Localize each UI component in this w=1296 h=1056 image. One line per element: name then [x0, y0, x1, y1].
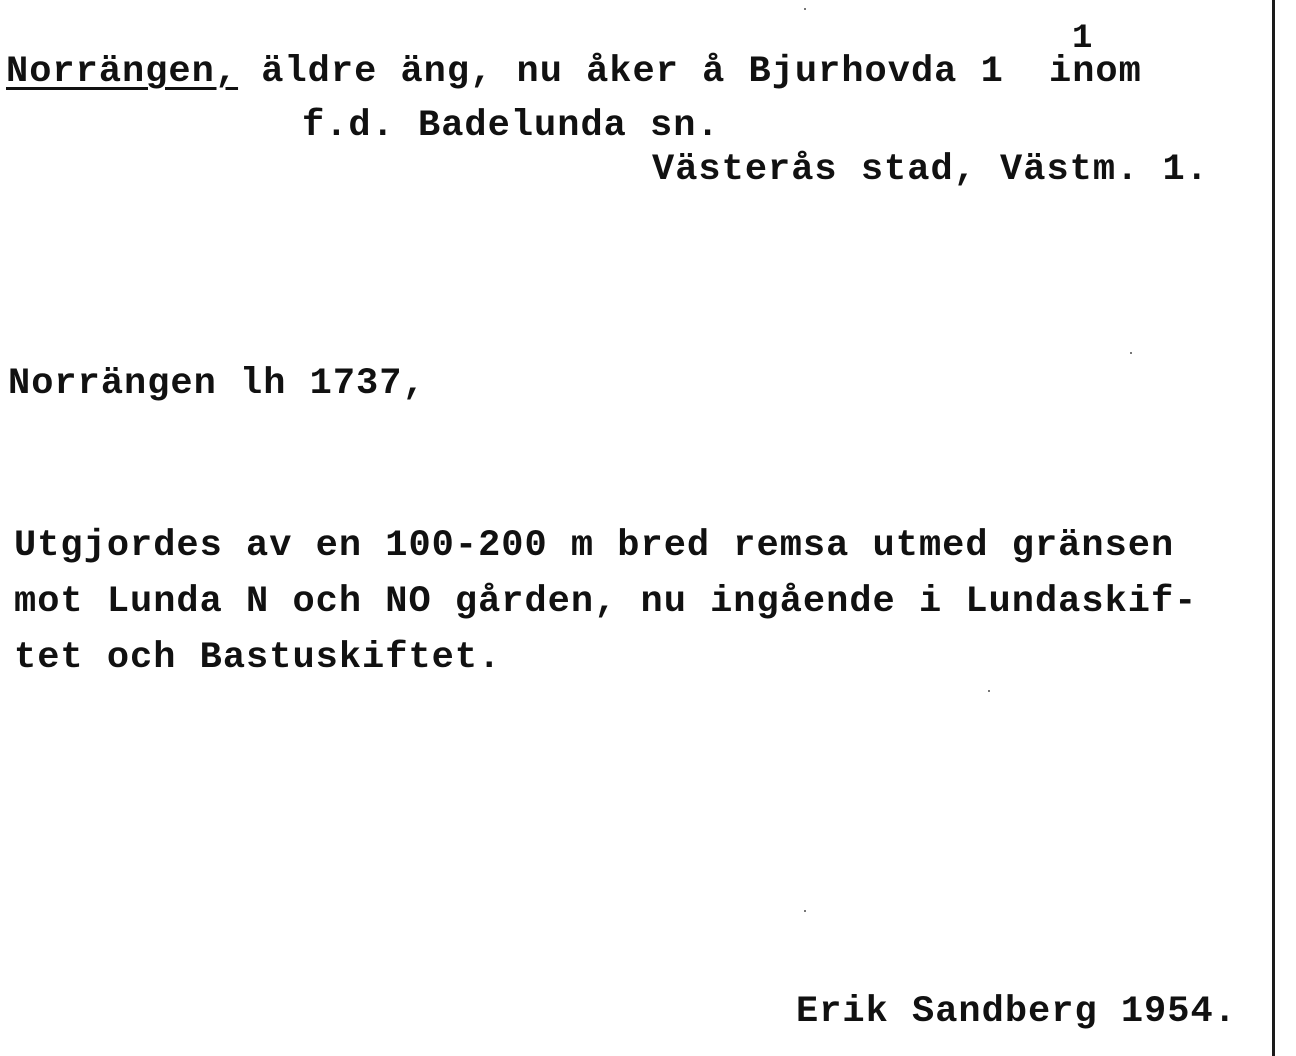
attestation-line: Norrängen lh 1737,: [8, 363, 426, 405]
card-right-edge: [1272, 0, 1275, 1056]
heading-tail: inom: [1025, 51, 1142, 93]
heading-rest: äldre äng, nu åker å Bjurhovda 1: [238, 51, 1004, 93]
scan-speck: [804, 910, 806, 912]
heading-line-2: f.d. Badelunda sn.: [302, 105, 720, 147]
headword: Norrängen,: [6, 51, 239, 93]
signature-line: Erik Sandberg 1954.: [796, 991, 1237, 1033]
description-line-3: tet och Bastuskiftet.: [14, 637, 502, 679]
location-line: Västerås stad, Västm. 1.: [652, 149, 1209, 191]
description-line-2: mot Lunda N och NO gården, nu ingående i Lundaskif-: [14, 581, 1198, 623]
scan-speck: [1130, 352, 1132, 354]
scan-speck: [804, 8, 806, 10]
heading-superscript: 1: [1072, 20, 1093, 58]
scan-speck: [988, 690, 990, 692]
description-line-1: Utgjordes av en 100-200 m bred remsa utmed gränsen: [14, 525, 1175, 567]
heading-line-1: [6, 51, 1142, 93]
